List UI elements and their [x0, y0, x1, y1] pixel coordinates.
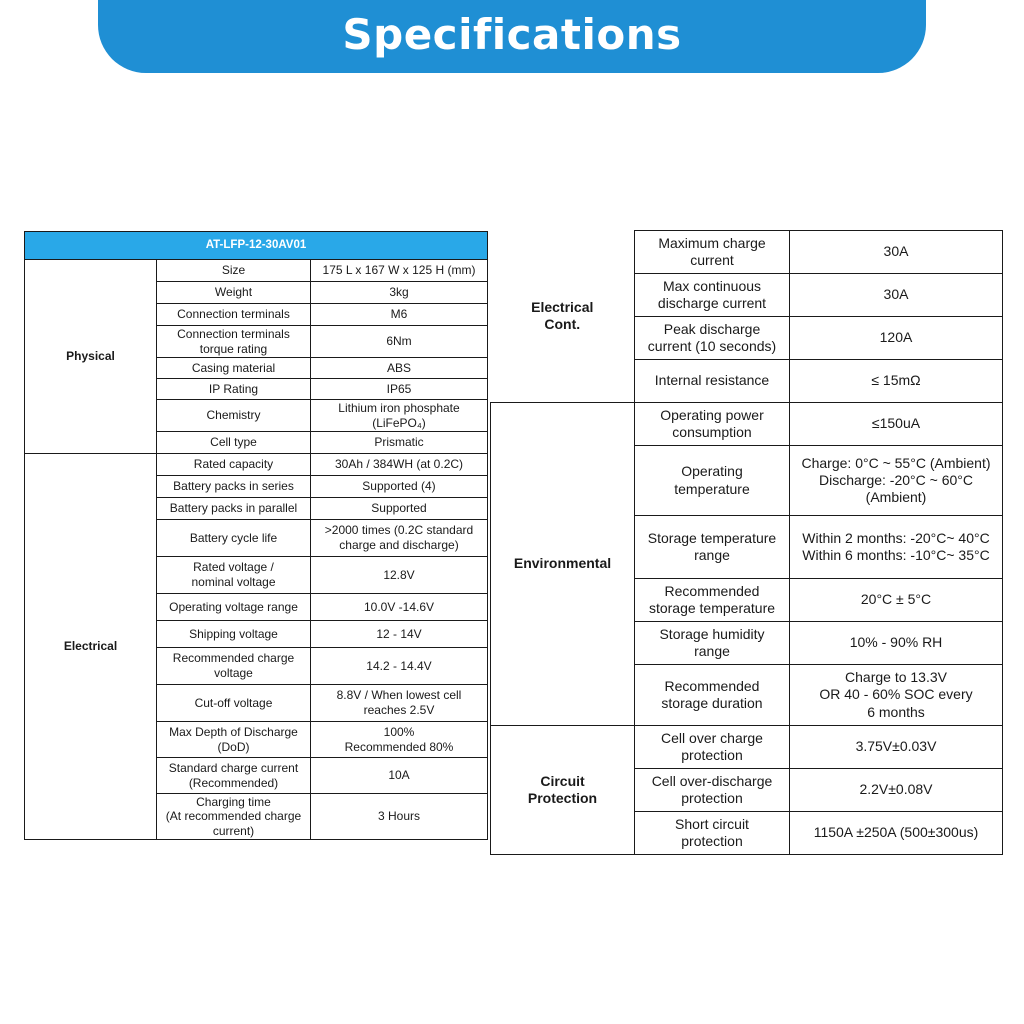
spec-label: Cut-off voltage — [157, 685, 311, 722]
spec-label: Cell over-discharge protection — [635, 769, 790, 812]
spec-value: 30A — [790, 274, 1003, 317]
spec-label: Internal resistance — [635, 360, 790, 403]
table-row — [25, 260, 488, 282]
header-banner — [98, 0, 926, 73]
table-row — [25, 454, 488, 476]
spec-value: 100% Recommended 80% — [311, 722, 488, 758]
spec-value: 10.0V -14.6V — [311, 594, 488, 621]
spec-label: Recommended charge voltage — [157, 648, 311, 685]
spec-label: Operating voltage range — [157, 594, 311, 621]
spec-value: 1150A ±250A (500±300us) — [790, 812, 1003, 855]
spec-value: 14.2 - 14.4V — [311, 648, 488, 685]
category-cell: Electrical Cont. — [491, 231, 635, 403]
spec-label: Rated capacity — [157, 454, 311, 476]
spec-label: Maximum charge current — [635, 231, 790, 274]
spec-value: Supported (4) — [311, 476, 488, 498]
spec-value: Lithium iron phosphate (LiFePO₄) — [311, 400, 488, 432]
spec-label: Connection terminals torque rating — [157, 326, 311, 358]
spec-value: 10A — [311, 758, 488, 794]
spec-value: ≤ 15mΩ — [790, 360, 1003, 403]
spec-value: 3kg — [311, 282, 488, 304]
model-row — [25, 232, 488, 260]
spec-value: Supported — [311, 498, 488, 520]
spec-value: 30A — [790, 231, 1003, 274]
spec-label: Weight — [157, 282, 311, 304]
spec-label: Rated voltage / nominal voltage — [157, 557, 311, 594]
spec-value: 20°C ± 5°C — [790, 579, 1003, 622]
model-name: AT-LFP-12-30AV01 — [25, 232, 488, 260]
spec-value: 8.8V / When lowest cell reaches 2.5V — [311, 685, 488, 722]
spec-label: Recommended storage duration — [635, 665, 790, 726]
spec-label: Operating power consumption — [635, 403, 790, 446]
category-cell: Physical — [25, 260, 157, 454]
spec-value: Within 2 months: -20°C~ 40°C Within 6 months: -10°C~ 35°C — [790, 516, 1003, 579]
spec-value: ≤150uA — [790, 403, 1003, 446]
spec-value: Charge: 0°C ~ 55°C (Ambient) Discharge: -20°C ~ 60°C (Ambient) — [790, 446, 1003, 516]
spec-value: 175 L x 167 W x 125 H (mm) — [311, 260, 488, 282]
spec-label: Storage humidity range — [635, 622, 790, 665]
spec-label: Casing material — [157, 358, 311, 379]
spec-value: 30Ah / 384WH (at 0.2C) — [311, 454, 488, 476]
spec-table-left — [24, 231, 488, 840]
table-row — [491, 726, 1003, 769]
page-title: Specifications — [342, 10, 682, 59]
category-cell: Circuit Protection — [491, 726, 635, 855]
spec-value: 6Nm — [311, 326, 488, 358]
spec-label: Size — [157, 260, 311, 282]
category-cell: Electrical — [25, 454, 157, 840]
spec-label: Standard charge current (Recommended) — [157, 758, 311, 794]
spec-value: Prismatic — [311, 432, 488, 454]
spec-value: IP65 — [311, 379, 488, 400]
spec-label: Operating temperature — [635, 446, 790, 516]
spec-label: Shipping voltage — [157, 621, 311, 648]
spec-label: IP Rating — [157, 379, 311, 400]
spec-label: Short circuit protection — [635, 812, 790, 855]
spec-value: 2.2V±0.08V — [790, 769, 1003, 812]
spec-label: Max continuous discharge current — [635, 274, 790, 317]
spec-label: Peak discharge current (10 seconds) — [635, 317, 790, 360]
spec-value: Charge to 13.3V OR 40 - 60% SOC every 6 months — [790, 665, 1003, 726]
spec-value: 3 Hours — [311, 794, 488, 840]
table-row — [491, 231, 1003, 274]
spec-table-right — [490, 230, 1003, 855]
spec-label: Battery packs in series — [157, 476, 311, 498]
spec-label: Storage temperature range — [635, 516, 790, 579]
spec-label: Max Depth of Discharge (DoD) — [157, 722, 311, 758]
spec-value: 12 - 14V — [311, 621, 488, 648]
spec-label: Charging time (At recommended charge current) — [157, 794, 311, 840]
spec-label: Cell over charge protection — [635, 726, 790, 769]
spec-value: 3.75V±0.03V — [790, 726, 1003, 769]
spec-label: Battery cycle life — [157, 520, 311, 557]
spec-value: 120A — [790, 317, 1003, 360]
spec-label: Battery packs in parallel — [157, 498, 311, 520]
spec-label: Recommended storage temperature — [635, 579, 790, 622]
spec-label: Chemistry — [157, 400, 311, 432]
spec-label: Connection terminals — [157, 304, 311, 326]
spec-value: ABS — [311, 358, 488, 379]
category-cell: Environmental — [491, 403, 635, 726]
spec-value: 10% - 90% RH — [790, 622, 1003, 665]
spec-value: 12.8V — [311, 557, 488, 594]
spec-label: Cell type — [157, 432, 311, 454]
spec-value: M6 — [311, 304, 488, 326]
spec-value: >2000 times (0.2C standard charge and discharge) — [311, 520, 488, 557]
table-row — [491, 403, 1003, 446]
